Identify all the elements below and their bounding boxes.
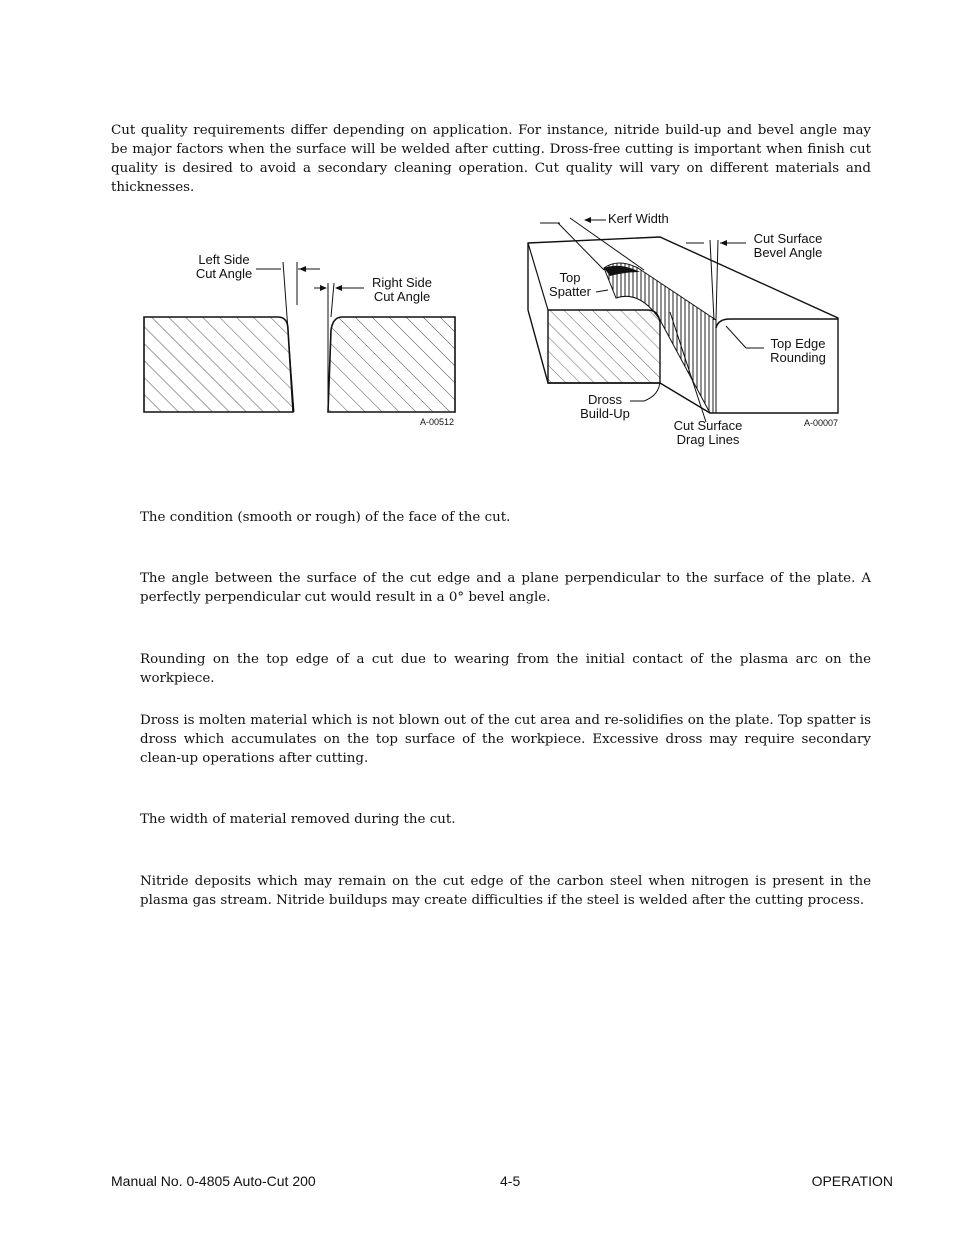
definition-cut-surface: The condition (smooth or rough) of the face of the cut. <box>140 510 511 525</box>
drag-lines-label: Cut Surface Drag Lines <box>673 418 743 447</box>
footer-manual: Manual No. 0-4805 Auto-Cut 200 <box>111 1173 316 1189</box>
dross-build-up-label: Dross Build-Up <box>580 392 630 421</box>
footer-section: OPERATION <box>811 1173 893 1189</box>
figure1-code: A-00512 <box>420 417 455 427</box>
definition-kerf-width: The width of material removed during the cut. <box>140 812 456 827</box>
figure2-code: A-00007 <box>804 418 839 428</box>
left-plate <box>144 317 293 412</box>
bevel-angle-label: Cut Surface Bevel Angle <box>753 231 823 260</box>
left-side-cut-angle-label: Left Side Cut Angle <box>195 252 253 281</box>
definition-top-edge-rounding: Rounding on the top edge of a cut due to wearing from the initial contact of the plasma arc on the workpiece. <box>140 652 871 686</box>
page-footer <box>111 1173 893 1191</box>
left-plate-front <box>548 310 660 383</box>
kerf-width-label: Kerf Width <box>608 211 669 226</box>
footer-page-number: 4-5 <box>500 1173 521 1189</box>
definition-bevel-angle: The angle between the surface of the cut edge and a plane perpendicular to the surface of the plate. A perfectly perpendicular cut would result in a 0° bevel angle. <box>140 571 871 605</box>
intro-paragraph: Cut quality requirements differ depending on application. For instance, nitride build-up and bevel angle may be major factors when the surface will be welded after cutting. Dross-free cutting is important when finish cut quality is desired to avoid a secondary cleaning operation. Cut quality will vary on different materials and thicknesses. <box>111 123 871 195</box>
top-edge-rounding-label: Top Edge Rounding <box>770 336 826 365</box>
top-spatter-label: Top Spatter <box>549 270 591 299</box>
definition-dross: Dross is molten material which is not blown out of the cut area and re-solidifies on the plate. Top spatter is dross which accumulates on the top surface of the workpiece. Excessive dross may require secondary clean-up operations after cutting. <box>140 713 871 766</box>
definition-nitride: Nitride deposits which may remain on the cut edge of the carbon steel when nitrogen is present in the plasma gas stream. Nitride buildups may create difficulties if the steel is welded after the cutting process. <box>140 874 871 908</box>
right-plate <box>328 317 455 412</box>
right-side-cut-angle-label: Right Side Cut Angle <box>372 275 432 304</box>
